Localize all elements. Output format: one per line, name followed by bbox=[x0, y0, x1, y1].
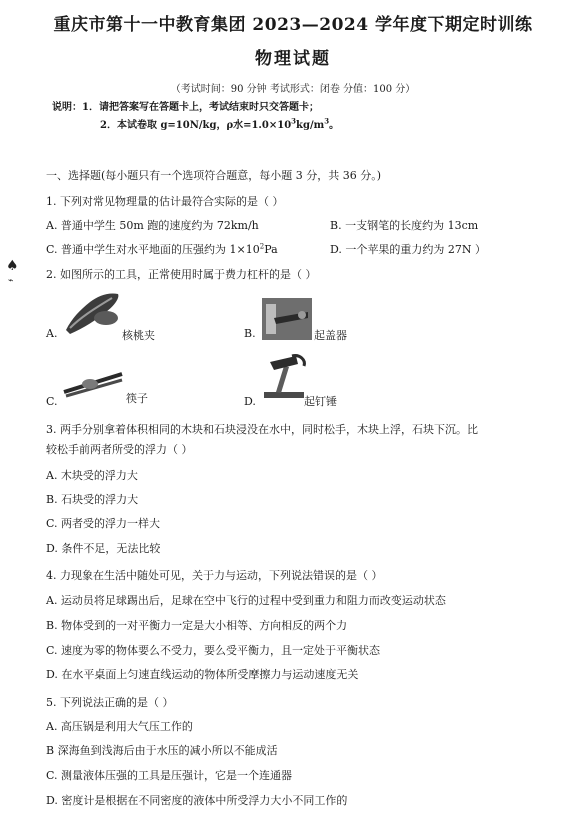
q3-option-a: A. 木块受的浮力大 bbox=[46, 469, 138, 482]
q4-stem: 4. 力现象在生活中随处可见，关于力与运动，下列说法错误的是（ ） bbox=[46, 569, 383, 582]
q4-option-a: A. 运动员将足球踢出后，足球在空中飞行的过程中受到重力和阻力而改变运动状态 bbox=[46, 594, 446, 607]
q4-option-c: C. 速度为零的物体要么不受力，要么受平衡力，且一定处于平衡状态 bbox=[46, 644, 381, 657]
q5-option-c: C. 测量液体压强的工具是压强计，它是一个连通器 bbox=[46, 769, 293, 782]
nutcracker-image bbox=[62, 288, 124, 336]
q2-option-c-letter: C. bbox=[46, 395, 58, 408]
note-1: 说明：1．请把答案写在答题卡上，考试结束时只交答题卡； bbox=[52, 102, 319, 113]
q5-option-d: D. 密度计是根据在不同密度的液体中所受浮力大小不同工作的 bbox=[46, 794, 348, 807]
margin-mark-small-icon: ⌁ bbox=[8, 276, 14, 286]
q1-option-a: A. 普通中学生 50m 跑的速度约为 72km/h bbox=[46, 219, 259, 232]
q2-stem: 2. 如图所示的工具，正常使用时属于费力杠杆的是（ ） bbox=[46, 268, 317, 281]
q5-option-b: B 深海鱼到浅海后由于水压的减小所以不能成活 bbox=[46, 744, 278, 757]
q3-option-b: B. 石块受的浮力大 bbox=[46, 493, 139, 506]
bottle-opener-image bbox=[262, 298, 312, 340]
q1-stem: 1. 下列对常见物理量的估计最符合实际的是（ ） bbox=[46, 195, 284, 208]
q3-option-c: C. 两者受的浮力一样大 bbox=[46, 517, 161, 530]
chopsticks-image bbox=[62, 368, 124, 398]
exam-title-line2: 物理试题 bbox=[255, 49, 331, 69]
q2-option-a-letter: A. bbox=[46, 327, 58, 340]
q1-option-b: B. 一支钢笔的长度约为 13cm bbox=[330, 219, 479, 232]
q3-stem-line2: 较松手前两者所受的浮力（ ） bbox=[46, 443, 193, 456]
q1-option-d: D. 一个苹果的重力约为 27N ） bbox=[330, 243, 487, 256]
q4-option-d: D. 在水平桌面上匀速直线运动的物体所受摩擦力与运动速度无关 bbox=[46, 668, 359, 681]
q2-option-d-name: 起钉锤 bbox=[304, 395, 337, 408]
q1-option-c: C. 普通中学生对水平地面的压强约为 $1\times 10^2Pa$ bbox=[46, 242, 278, 256]
q2-option-d-letter: D. bbox=[244, 395, 256, 408]
margin-mark-icon: ♠ bbox=[6, 258, 19, 274]
q4-option-b: B. 物体受到的一对平衡力一定是大小相等、方向相反的两个力 bbox=[46, 619, 348, 632]
q5-option-a: A. 高压锅是利用大气压工作的 bbox=[46, 720, 193, 733]
claw-hammer-image bbox=[262, 352, 308, 400]
exam-info: （考试时间：90 分钟 考试形式：闭卷 分值：100 分） bbox=[170, 84, 416, 95]
q3-option-d: D. 条件不足，无法比较 bbox=[46, 542, 161, 555]
section-heading: 一、选择题(每小题只有一个选项符合题意，每小题 3 分，共 36 分。) bbox=[46, 169, 382, 182]
q5-stem: 5. 下列说法正确的是（ ） bbox=[46, 696, 174, 709]
q3-stem-line1: 3. 两手分别拿着体积相同的木块和石块浸没在水中，同时松手，木块上浮，石块下沉。比 bbox=[46, 423, 478, 436]
exam-title-line1: 重庆市第十一中教育集团 2023—2024 学年度下期定时训练 bbox=[53, 15, 533, 35]
q2-option-a-name: 核桃夹 bbox=[122, 329, 155, 342]
note-2: 2．本试卷取 g=10N/kg，ρ水$=1.0\times 10^3kg/m^3$。 bbox=[100, 116, 340, 131]
q2-option-c-name: 筷子 bbox=[126, 392, 148, 405]
q2-option-b-letter: B. bbox=[244, 327, 256, 340]
q2-option-b-name: 起盖器 bbox=[314, 329, 347, 342]
